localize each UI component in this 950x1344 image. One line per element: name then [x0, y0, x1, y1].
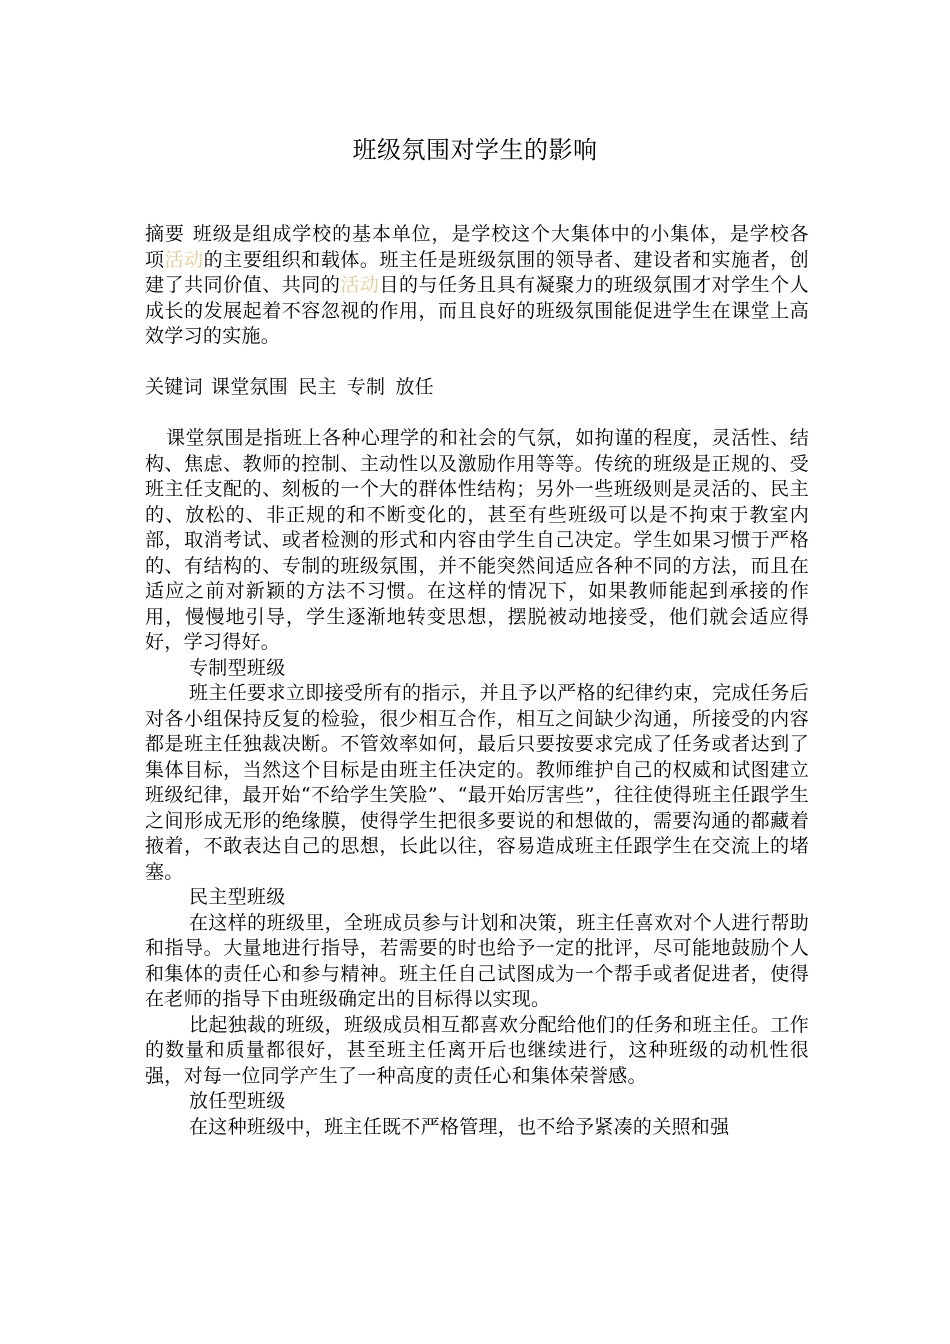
abstract-text-3: 目的与任务且具有凝聚力的班级氛围才对学生个人成长的发展起着不容忽视的作用，而且良好的班级氛围能促进学生在课堂上高效学习的实施。 — [145, 274, 809, 347]
abstract-text-2: 的主要组织和载体。班主任是班级氛围的领导者、建设者和实施者，创建了共同价值、共同的 — [145, 248, 809, 296]
keyword-item: 课堂氛围 — [210, 375, 289, 398]
document-title: 班级氛围对学生的影响 — [352, 136, 598, 164]
section-heading-autocratic: 专制型班级 — [189, 656, 286, 679]
section-heading-laissez-faire: 放任型班级 — [189, 1090, 286, 1112]
intro-paragraph: 课堂氛围是指班上各种心理学的和社会的气氛，如拘谨的程度，灵活性、结构、焦虑、教师的控制、主动性以及激励作用等等。传统的班级是正规的、受班主任支配的、刻板的一个大的群体性结构；另外一些班级则是灵活的、民主的、放松的、非正规的和不断变化的，甚至有些班级可以是不拘束于教室内部，取消考试、或者检测的形式和内容由学生自己决定。学生如果习惯于严格的、有结构的、专制的班级氛围，并不能突然间适应各种不同的方法，而且在适应之前对新颖的方法不习惯。在这样的情况下，如果教师能起到承接的作用，慢慢地引导，学生逐渐地转变思想，摆脱被动地接受，他们就会适应得好，学习得好。 — [145, 427, 809, 653]
activity-link-1[interactable]: 活动 — [164, 248, 204, 271]
keywords-label: 关键词 — [145, 375, 203, 398]
abstract-paragraph — [145, 222, 809, 350]
keywords-line — [145, 375, 809, 401]
section-heading-democratic: 民主型班级 — [189, 886, 286, 908]
document-body — [145, 222, 809, 1140]
keyword-item: 专制 — [346, 375, 386, 398]
section-paragraph: 比起独裁的班级，班级成员相互都喜欢分配给他们的任务和班主任。工作的数量和质量都很好，甚至班主任离开后也继续进行，这种班级的动机性很强，对每一位同学产生了一种高度的责任心和集体荣誉感。 — [145, 1013, 809, 1087]
section-paragraph: 在这样的班级里，全班成员参与计划和决策，班主任喜欢对个人进行帮助和指导。大量地进行指导，若需要的时也给予一定的批评，尽可能地鼓励个人和集体的责任心和参与精神。班主任自己试图成为一个帮手或者促进者，使得在老师的指导下由班级确定出的目标得以实现。 — [145, 911, 809, 1010]
section-paragraph: 班主任要求立即接受所有的指示，并且予以严格的纪律约束，完成任务后对各小组保持反复的检验，很少相互合作，相互之间缺少沟通，所接受的内容都是班主任独裁决断。不管效率如何，最后只要按要求完成了任务或者达到了集体目标，当然这个目标是由班主任决定的。教师维护自己的权威和试图建立班级纪律，最开始“不给学生笑脸”、“最开始厉害些”，往往使得班主任跟学生之间形成无形的绝缘膜，使得学生把很多要说的和想做的，需要沟通的都藏着掖着，不敢表达自己的思想，长此以往，容易造成班主任跟学生在交流上的堵塞。 — [145, 682, 809, 883]
keyword-item: 放任 — [395, 375, 434, 398]
section-paragraph: 在这种班级中，班主任既不严格管理，也不给予紧凑的关照和强 — [189, 1115, 730, 1138]
keyword-item: 民主 — [298, 375, 337, 398]
abstract-label: 摘要 — [145, 223, 185, 245]
activity-link-2[interactable]: 活动 — [340, 274, 380, 296]
abstract-text-1: 班级是组成学校的基本单位，是学校这个大集体中的小集体，是学校各项 — [145, 223, 809, 271]
